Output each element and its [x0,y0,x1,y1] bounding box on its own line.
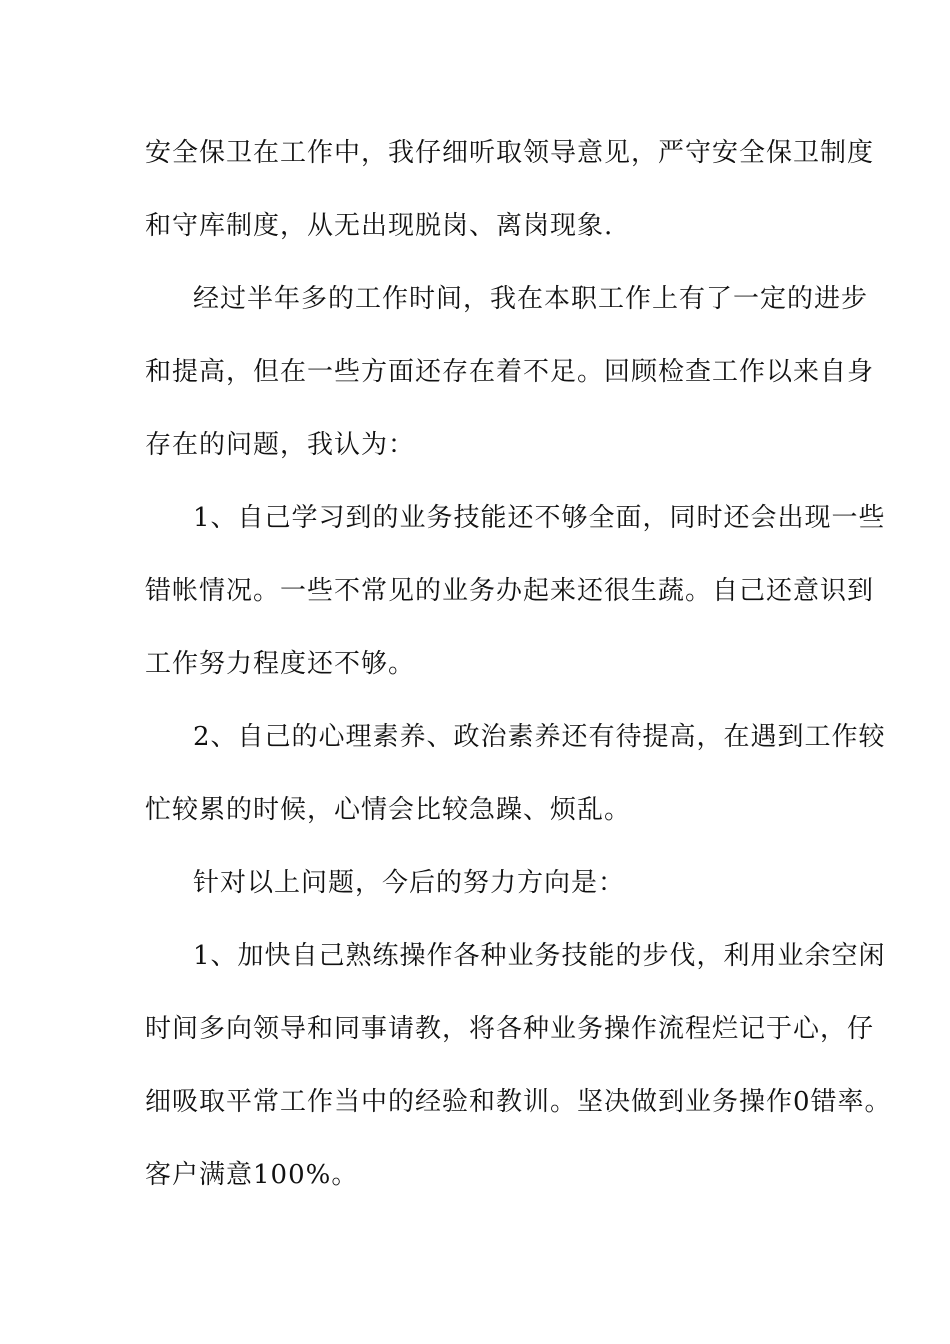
list-item-3-line-2: 时间多向领导和同事请教，将各种业务操作流程烂记于心，仔 [145,1014,875,1044]
text-line-5: 存在的问题，我认为： [145,430,416,460]
text-line-2: 和守库制度，从无出现脱岗、离岗现象. [145,211,614,241]
list-item-1-line-1: 1、自己学习到的业务技能还不够全面，同时还会出现一些 [193,503,886,533]
list-item-3-line-3: 细吸取平常工作当中的经验和教训。坚决做到业务操作0错率。 [145,1087,892,1117]
list-item-2-line-1: 2、自己的心理素养、政治素养还有待提高，在遇到工作较 [193,722,886,752]
list-item-3-line-4: 客户满意100%。 [145,1160,359,1190]
paragraph-start-line-11: 针对以上问题，今后的努力方向是： [193,868,626,898]
text-line-1: 安全保卫在工作中，我仔细听取领导意见，严守安全保卫制度 [145,138,875,168]
list-item-3-line-1: 1、加快自己熟练操作各种业务技能的步伐，利用业余空闲 [193,941,886,971]
list-item-1-line-3: 工作努力程度还不够。 [145,649,416,679]
text-line-4: 和提高，但在一些方面还存在着不足。回顾检查工作以来自身 [145,357,875,387]
list-item-2-line-2: 忙较累的时候，心情会比较急躁、烦乱。 [145,795,632,825]
paragraph-start-line-3: 经过半年多的工作时间，我在本职工作上有了一定的进步 [193,284,869,314]
list-item-1-line-2: 错帐情况。一些不常见的业务办起来还很生蔬。自己还意识到 [145,576,875,606]
